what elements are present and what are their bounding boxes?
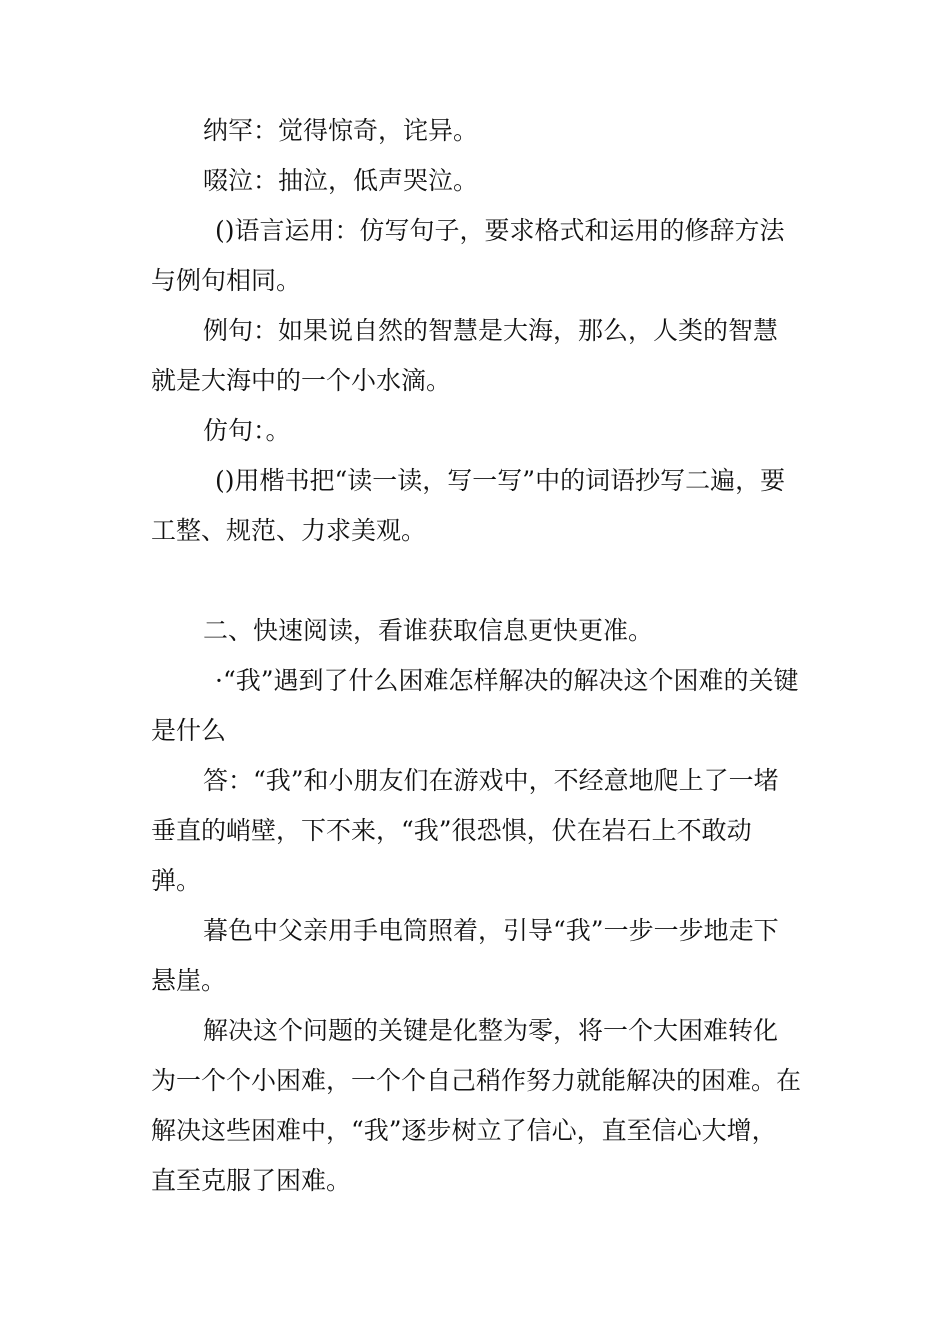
definition-chuoqi: 啜泣：抽泣，低声哭泣。 [203, 166, 479, 195]
exercise-calligraphy: ()用楷书把“读一读，写一写”中的词语抄写二遍，要工整、规范、力求美观。 [151, 466, 786, 545]
definition-nahan: 纳罕：觉得惊奇，诧异。 [203, 116, 479, 145]
answer-part-3: 解决这个问题的关键是化整为零，将一个大困难转化为一个个小困难，一个个自己稍作努力就能解决的困难。在解决这些困难中，“我”逐步树立了信心，直至信心大增，直至克服了困难。 [151, 1016, 802, 1195]
section-heading-reading: 二、快速阅读，看谁获取信息更快更准。 [203, 616, 654, 645]
answer-part-1: 答：“我”和小朋友们在游戏中，不经意地爬上了一堵垂直的峭壁，下不来，“我”很恐惧，伏在岩石上不敢动弹。 [151, 766, 779, 895]
document-body [151, 106, 801, 1206]
example-sentence: 例句：如果说自然的智慧是大海，那么，人类的智慧就是大海中的一个小水滴。 [151, 316, 779, 395]
question-difficulty: ·“我”遇到了什么困难怎样解决的解决这个困难的关键是什么 [151, 666, 799, 745]
exercise-language-use: ()语言运用：仿写句子，要求格式和运用的修辞方法与例句相同。 [151, 216, 785, 295]
section-gap [151, 556, 801, 606]
imitation-sentence: 仿句：。 [203, 416, 291, 445]
answer-part-2: 暮色中父亲用手电筒照着，引导“我”一步一步地走下悬崖。 [151, 916, 779, 995]
